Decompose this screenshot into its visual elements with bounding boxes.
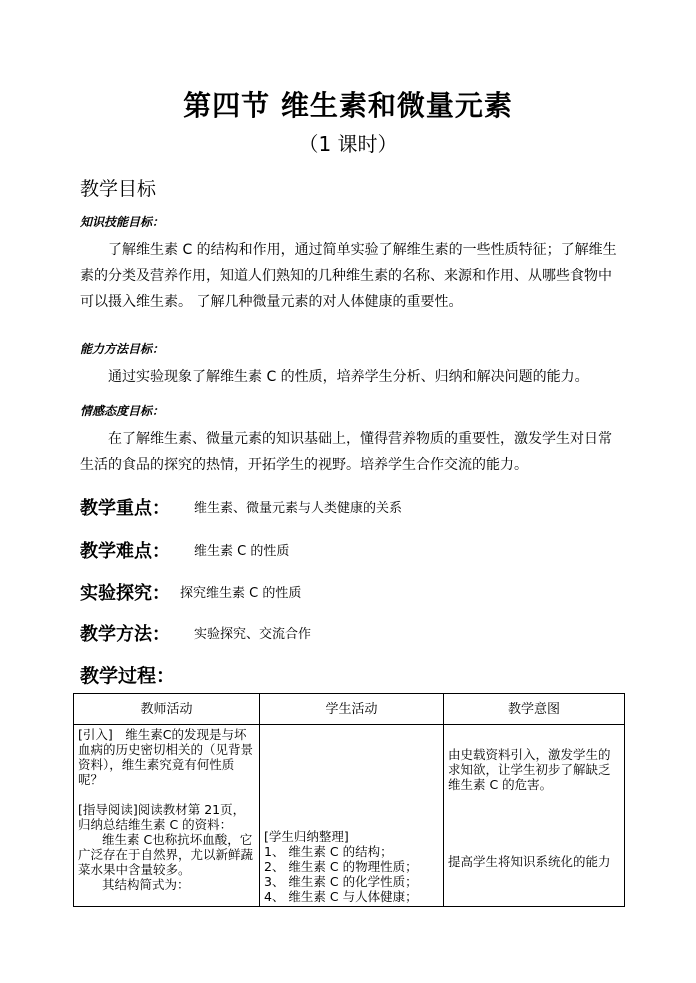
header-intent: 教学意图 — [444, 694, 625, 725]
student-item-3: 3、 维生素 C 的化学性质； — [264, 874, 418, 889]
page-title: 第四节 维生素和微量元素 — [183, 89, 513, 122]
experiment-row — [80, 579, 301, 605]
table-row — [74, 725, 625, 907]
method-row — [80, 620, 311, 646]
table-header-row — [74, 694, 625, 725]
knowledge-label: 知识技能目标： — [80, 215, 165, 229]
objectives-heading: 教学目标 — [80, 178, 157, 200]
difficult-points-row — [80, 537, 289, 563]
intent-first: 由史载资料引入，激发学生的求知欲，让学生初步了解缺乏维生素 C 的危害。 — [448, 747, 611, 792]
ability-text: 通过实验现象了解维生素 C 的性质，培养学生分析、归纳和解决问题的能力。 — [108, 369, 589, 385]
key-points-value: 维生素、微量元素与人类健康的关系 — [194, 501, 403, 516]
method-value: 实验探究、交流合作 — [194, 627, 312, 642]
intent-second: 提高学生将知识系统化的能力 — [448, 854, 611, 869]
student-item-4: 4、 维生素 C 与人体健康； — [264, 889, 418, 904]
emotion-label: 情感态度目标： — [80, 404, 165, 418]
difficult-points-value: 维生素 C 的性质 — [194, 544, 290, 559]
key-points-row — [80, 494, 402, 520]
process-table — [73, 693, 625, 907]
student-item-2: 2、 维生素 C 的物理性质； — [264, 859, 418, 874]
knowledge-text: 了解维生素 C 的结构和作用，通过简单实验了解维生素的一些性质特征；了解维生素的分类及营养作用，知道人们熟知的几种维生素的名称、来源和作用、从哪些食物中可以摄入维生素。 了解几种微量元素的对人体健康的重要性。 — [80, 242, 617, 310]
experiment-value: 探究维生素 C 的性质 — [180, 586, 302, 601]
student-item-1: 1、 维生素 C 的结构； — [264, 844, 393, 859]
page-subtitle: （1 课时） — [298, 132, 398, 156]
difficult-points-label: 教学难点： — [80, 541, 170, 562]
teacher-vc: 维生素 C也称抗坏血酸，它广泛存在于自然界，尤以新鲜蔬菜水果中含量较多。 — [78, 832, 254, 877]
experiment-label: 实验探究： — [80, 583, 170, 604]
method-label: 教学方法： — [80, 624, 170, 645]
student-cell — [260, 725, 444, 907]
process-heading: 教学过程： — [80, 665, 176, 687]
teacher-reading: [指导阅读]阅读教材第 21页，归纳总结维生素 C 的资料： — [78, 802, 246, 832]
intent-cell — [444, 725, 625, 907]
header-teacher: 教师活动 — [74, 694, 260, 725]
teacher-structure: 其结构简式为： — [102, 877, 190, 892]
key-points-label: 教学重点： — [80, 498, 170, 519]
teacher-intro: [引入] 维生素C的发现是与坏血病的历史密切相关的（见背景资料），维生素究竟有何性质呢？ — [78, 727, 254, 787]
student-heading: [学生归纳整理] — [264, 829, 349, 844]
ability-label: 能力方法目标： — [80, 342, 165, 356]
teacher-cell — [74, 725, 260, 907]
header-student: 学生活动 — [260, 694, 444, 725]
emotion-text: 在了解维生素、微量元素的知识基础上，懂得营养物质的重要性，激发学生对日常生活的食品的探究的热情，开拓学生的视野。培养学生合作交流的能力。 — [80, 431, 612, 473]
